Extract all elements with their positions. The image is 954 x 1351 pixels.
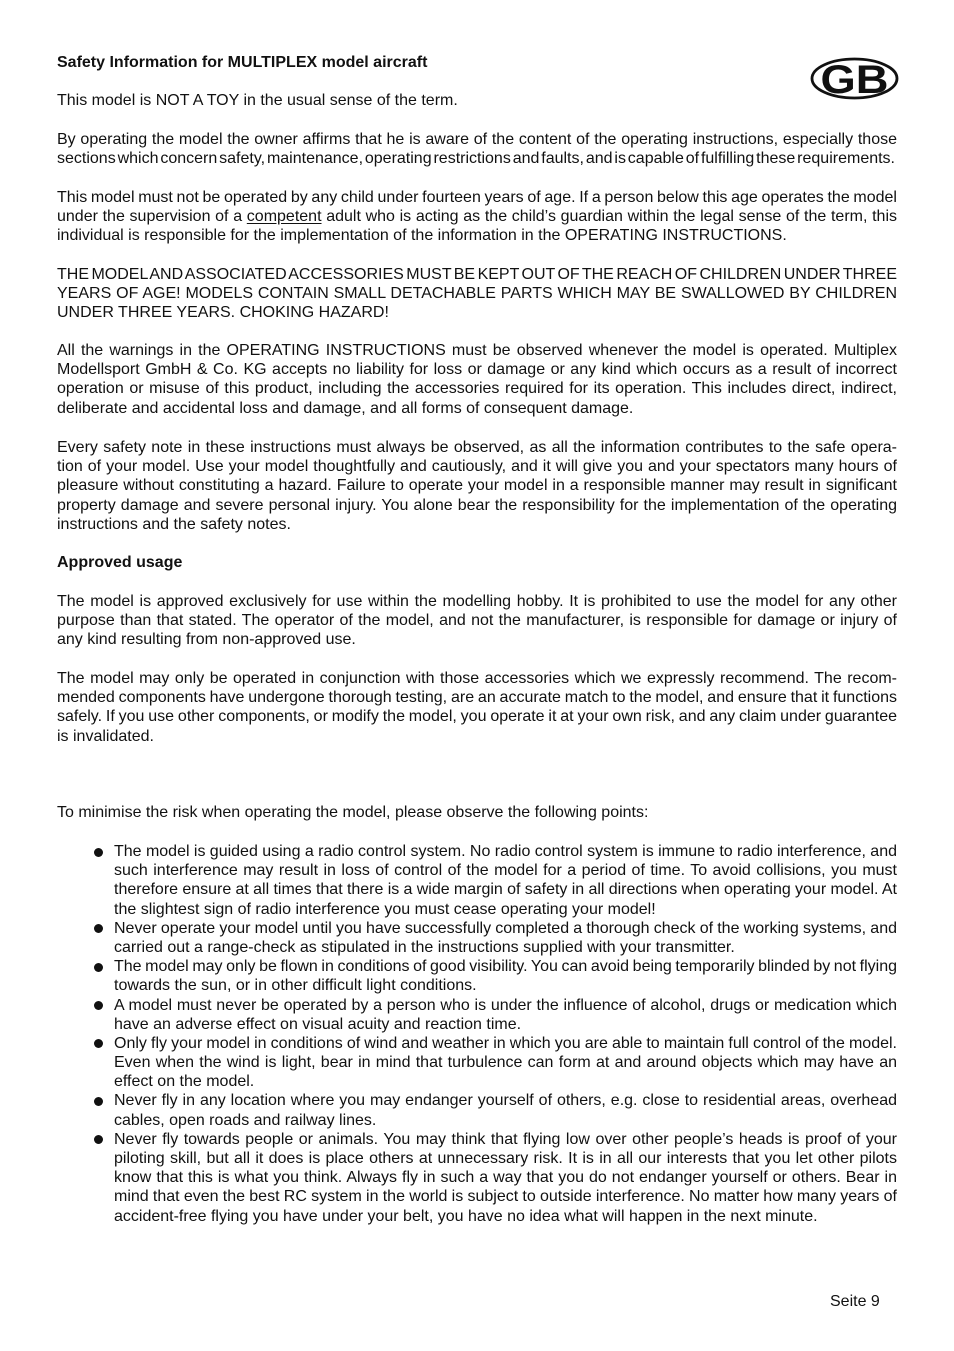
text-line: mended components have undergone thorough testing, are an accurate match to the model, and ensure that it functions — [57, 689, 897, 707]
text-line: The model is approved exclusively for use within the modelling hobby. It is prohibited to use the model for any other — [57, 593, 897, 610]
text-line: To minimise the risk when operating the model, please observe the following points: — [57, 804, 649, 821]
list-item — [57, 1091, 897, 1129]
text-line: The model may only be flown in conditions of good visibility. You can avoid being temporarily blinded by not flying — [114, 958, 897, 976]
text-line — [57, 207, 897, 226]
owner-affirmation-paragraph — [57, 130, 897, 168]
text-line: the slightest sign of radio interference you must cease operating your model! — [114, 900, 656, 918]
text-line: therefore ensure at all times that there is a wide margin of safety in all directions when operating your model. At — [114, 881, 897, 899]
approved-usage-heading — [57, 553, 897, 572]
text-line: Never fly towards people or animals. You may think that flying low over other people’s heads is proof of your — [114, 1130, 897, 1148]
bullet-dot-icon — [94, 1001, 103, 1010]
text-line: safely. If you use other components, or modify the model, you operate it at your own risk, and any claim under guarantee — [57, 708, 897, 726]
text-line: A model must never be operated by a person who is under the influence of alcohol, drugs or medication which — [114, 996, 897, 1014]
text-line: This model must not be operated by any child under fourteen years of age. If a person below this age operates the model — [57, 189, 897, 206]
text-line: deliberate and accidental loss and damage, and all forms of consequent damage. — [57, 399, 634, 417]
list-item — [57, 957, 897, 995]
text-line: Never fly in any location where you may endanger yourself of others, e.g. close to residential areas, overhead — [114, 1092, 897, 1110]
text-line: effect on the model. — [114, 1073, 255, 1091]
text-line: such interference may result in loss of control of the model for a period of time. To avoid collisions, you must — [114, 862, 897, 880]
accessories-paragraph — [57, 669, 897, 746]
list-item — [57, 842, 897, 919]
text-line: know that this is what you think. Always fly in such a way that you do not endanger yourself or others. Bear in — [114, 1169, 897, 1187]
text-line: Modellsport GmbH & Co. KG accepts no liability for loss or damage or any kind which occurs as a result of incorrect — [57, 361, 897, 379]
child-operation-paragraph — [57, 188, 897, 246]
bullet-dot-icon — [94, 848, 103, 857]
section-heading-text: Approved usage — [57, 554, 183, 571]
text-line: Even when the wind is light, bear in mind that turbulence can form at and around objects which may have an — [114, 1054, 897, 1072]
text-line: cables, open roads and railway lines. — [114, 1111, 377, 1129]
text-line: have an adverse effect on visual acuity and reaction time. — [114, 1015, 522, 1033]
text-line: property damage and severe personal injury. You alone bear the responsibility for the implementation of the operating — [57, 496, 897, 514]
risk-intro — [57, 803, 897, 822]
safety-notes-paragraph — [57, 438, 897, 534]
text-line: Every safety note in these instructions must always be observed, as all the information contributes to the safe opera- — [57, 439, 897, 456]
bullet-dot-icon — [94, 1039, 103, 1048]
page-number: Seite 9 — [830, 1293, 880, 1310]
not-a-toy-notice — [57, 91, 897, 110]
exclusive-use-paragraph — [57, 592, 897, 650]
bullet-dot-icon — [94, 1135, 103, 1144]
text-line: any kind resulting from non-approved use. — [57, 631, 356, 649]
liability-paragraph — [57, 341, 897, 418]
text-line: accident-free flying you have under your belt, you have no idea what will happen in the next minute. — [114, 1207, 818, 1225]
text-line: UNDER THREE YEARS. CHOKING HAZARD! — [57, 304, 389, 322]
text-line: operation or misuse of this product, including the accessories required for its operation. This includes direct, indirect, — [57, 380, 897, 398]
text-line: All the warnings in the OPERATING INSTRUCTIONS must be observed whenever the model is operated. Multiplex — [57, 342, 897, 359]
bullet-dot-icon — [94, 1097, 103, 1106]
text-line: THE MODEL AND ASSOCIATED ACCESSORIES MUST BE KEPT OUT OF THE REACH OF CHILDREN UNDER THREE — [57, 266, 897, 283]
underlined-word-competent: competent — [246, 208, 322, 226]
text-line: The model is guided using a radio control system. No radio control system is immune to radio interference, and — [114, 843, 897, 860]
text-fragment: under the supervision of a — [57, 208, 247, 226]
text-line: By operating the model the owner affirms that he is aware of the content of the operating instructions, especially those — [57, 131, 897, 148]
list-item — [57, 1130, 897, 1226]
list-item — [57, 919, 897, 957]
text-line: mind that even the best RC system in the world is subject to outside interference. No matter how many years of — [114, 1188, 897, 1206]
text-line: Only fly your model in conditions of wind and weather in which you are able to maintain full control of the model. — [114, 1034, 897, 1052]
text-line: carried out a range-check as stipulated in the instructions supplied with your transmitter. — [114, 938, 735, 956]
text-line: purpose than that stated. The operator of the model, and not the manufacturer, is responsible for damage or injury of — [57, 612, 897, 630]
text-line: Never operate your model until you have successfully completed a thorough check of the working systems, and — [114, 919, 897, 937]
text-line: instructions and the safety notes. — [57, 515, 291, 533]
text-line: piloting skill, but all it does is place others at unnecessary risk. It is in all our interests that you let other pilots — [114, 1150, 897, 1167]
text-line: YEARS OF AGE! MODELS CONTAIN SMALL DETACHABLE PARTS WHICH MAY BE SWALLOWED BY CHILDREN — [57, 285, 897, 303]
text-line: The model may only be operated in conjunction with those accessories which we expressly recommend. The recom- — [57, 670, 897, 687]
safety-heading-text: Safety Information for MULTIPLEX model aircraft — [57, 54, 428, 71]
bullet-dot-icon — [94, 963, 103, 972]
safety-heading — [57, 53, 897, 72]
text-line: individual is responsible for the implementation of the information in the OPERATING INSTRUCTIONS. — [57, 227, 787, 245]
bullet-dot-icon — [94, 924, 103, 933]
risk-bullet-list — [57, 842, 897, 1226]
text-line: tion of your model. Use your model thoughtfully and cautiously, and it will give you and your spectators many hours of — [57, 458, 897, 476]
text-line: sections which concern safety, maintenance, operating restrictions and faults, and is capable of fulfilling these requirements. — [57, 150, 896, 168]
badge-text: GB — [820, 58, 889, 102]
text-line: is invalidated. — [57, 727, 154, 745]
list-item — [57, 1034, 897, 1092]
text-fragment: adult who is acting as the child’s guardian within the legal sense of the term, this — [321, 208, 898, 226]
text-line: This model is NOT A TOY in the usual sense of the term. — [57, 92, 458, 109]
text-line: towards the sun, or in other difficult light conditions. — [114, 977, 477, 995]
text-line: pleasure without constituting a hazard. Failure to operate your model in a responsible manner may result in significant — [57, 477, 897, 495]
choking-hazard-warning — [57, 265, 897, 323]
list-item — [57, 996, 897, 1034]
